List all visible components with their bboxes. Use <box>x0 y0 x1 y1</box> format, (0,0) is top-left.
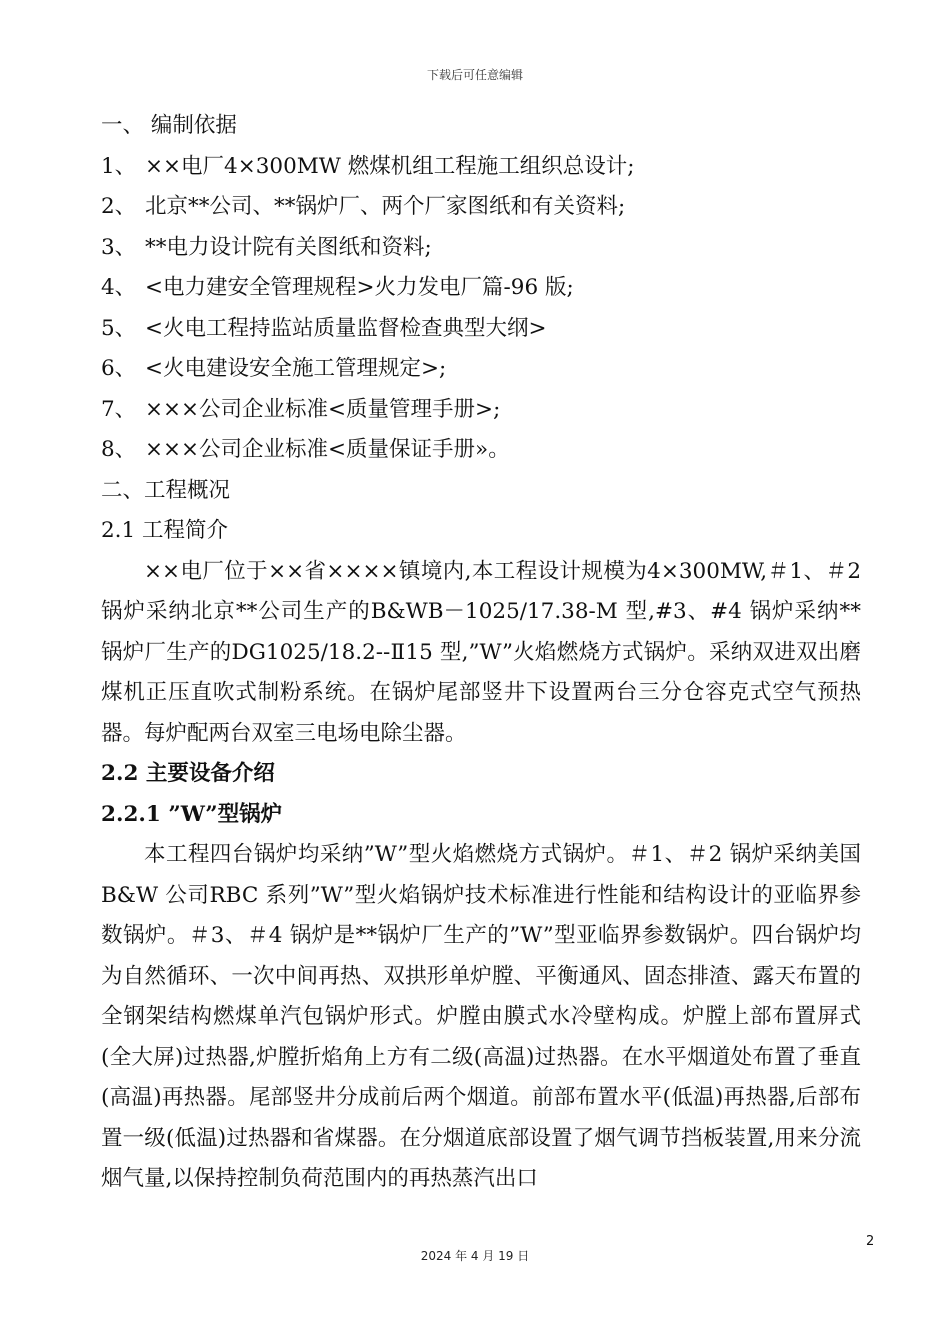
item-text: ×××公司企业标准<质量管理手册>; <box>145 396 501 422</box>
basis-item <box>101 187 861 228</box>
section-heading-overview: 二、工程概况 <box>101 477 231 503</box>
basis-item <box>101 430 861 471</box>
document-body <box>101 106 861 1200</box>
item-number: 2、 <box>101 194 137 219</box>
intro-paragraph: ××电厂位于××省××××镇境内,本工程设计规模为4×300MW,＃1、＃2 锅炉采纳北京**公司生产的B&WB－1025/17.38-M 型,#3、#4 锅炉采纳**锅炉厂生产的DG1025/18.2--Ⅱ15 型,”W”火焰燃烧方式锅炉。采纳双进双出磨煤机正压直吹式制粉系统。在锅炉尾部竖井下设置两台三分仓容克式空气预热器。每炉配两台双室三电场电除尘器。 <box>101 558 861 746</box>
item-number: 3、 <box>101 234 137 260</box>
item-text: 北京**公司、**锅炉厂、两个厂家图纸和有关资料; <box>145 194 626 219</box>
item-text: <火电建设安全施工管理规定>; <box>145 356 447 381</box>
item-text: **电力设计院有关图纸和资料; <box>145 234 432 260</box>
item-number: 7、 <box>101 396 137 422</box>
basis-item <box>101 268 861 309</box>
basis-item <box>101 228 861 269</box>
page-number: 2 <box>866 1234 875 1249</box>
item-number: 8、 <box>101 437 137 462</box>
boiler-paragraph: 本工程四台锅炉均采纳”W”型火焰燃烧方式锅炉。＃1、＃2 锅炉采纳美国B&W 公司RBC 系列”W”型火焰锅炉技术标准进行性能和结构设计的亚临界参数锅炉。＃3、＃4 锅炉是**锅炉厂生产的”W”型亚临界参数锅炉。四台锅炉均为自然循环、一次中间再热、双拱形单炉膛、平衡通风、固态排渣、露天布置的全钢架结构燃煤单汽包锅炉形式。炉膛由膜式水冷壁构成。炉膛上部布置屏式(全大屏)过热器,炉膛折焰角上方有二级(高温)过热器。在水平烟道处布置了垂直(高温)再热器。尾部竖井分成前后两个烟道。前部布置水平(低温)再热器,后部布置一级(低温)过热器和省煤器。在分烟道底部设置了烟气调节挡板装置,用来分流烟气量,以保持控制负荷范围内的再热蒸汽出口 <box>101 842 861 1191</box>
basis-item <box>101 147 861 188</box>
item-text: ××电厂4×300MW 燃煤机组工程施工组织总设计; <box>145 153 635 179</box>
item-text: ×××公司企业标准<质量保证手册»。 <box>145 437 510 462</box>
item-text: <火电工程持监站质量监督检查典型大纲> <box>145 315 547 341</box>
basis-item <box>101 309 861 350</box>
basis-item <box>101 349 861 390</box>
subsection-heading-equipment: 2.2 主要设备介绍 <box>101 761 275 786</box>
item-number: 4、 <box>101 275 137 300</box>
basis-item <box>101 390 861 431</box>
item-number: 5、 <box>101 315 137 341</box>
item-number: 1、 <box>101 153 137 179</box>
subsection-heading-intro: 2.1 工程简介 <box>101 518 229 543</box>
page-header: 下载后可任意编辑 <box>426 68 523 82</box>
item-number: 6、 <box>101 356 137 381</box>
item-text: <电力建安全管理规程>火力发电厂篇-96 版; <box>145 275 574 300</box>
subsection-heading-boiler: 2.2.1 ”W”型锅炉 <box>101 801 283 827</box>
section-heading-basis: 一、 编制依据 <box>101 113 237 138</box>
page-footer-date: 2024 年 4 月 19 日 <box>420 1249 530 1263</box>
